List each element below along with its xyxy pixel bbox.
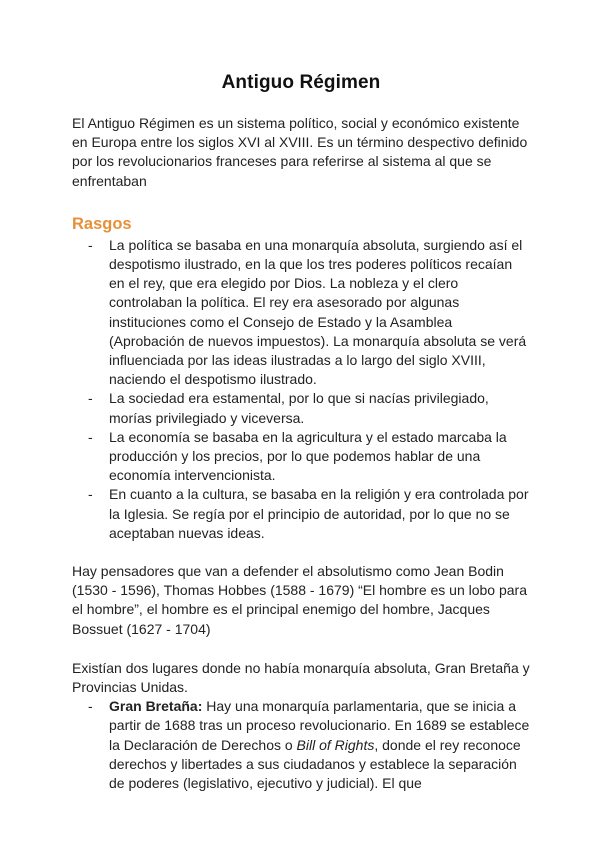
pensadores-paragraph: Hay pensadores que van a defender el absolutismo como Jean Bodin (1530 - 1596), Thomas Hobbes (1588 - 1679) “El hombre es un lobo para el hombre”, el hombre es el principal enemigo del hombre, Jacques Bossuet (1627 - 1704)	[72, 563, 528, 637]
document-page	[72, 72, 530, 793]
dash-bullet-icon: -	[88, 236, 93, 253]
gran-bretana-label: Gran Bretaña:	[109, 698, 203, 715]
list-item-text: La política se basaba en una monarquía absoluta, surgiendo así el despotismo ilustrado, en la que los tres poderes políticos recaían en el rey, que era elegido por Dios. La nobleza y el clero controlaban la política. El rey era asesorado por algunas instituciones como el Consejo de Estado y la Asamblea (Aprobación de nuevos impuestos). La monarquía absoluta se verá influenciada por las ideas ilustradas a lo largo del siglo XVIII, naciendo el despotismo ilustrado.	[109, 236, 527, 388]
bill-of-rights-text: Bill of Rights	[296, 736, 375, 753]
list-item-text: La economía se basaba en la agricultura y el estado marcaba la producción y los precios, por lo que podemos hablar de una economía intervencionista.	[109, 428, 507, 484]
section-heading-rasgos: Rasgos	[72, 214, 132, 233]
rasgos-list	[72, 236, 530, 543]
dash-bullet-icon: -	[88, 428, 93, 445]
page-title: Antiguo Régimen	[221, 72, 381, 93]
dash-bullet-icon: -	[88, 390, 93, 407]
list-item	[88, 236, 530, 390]
list-item	[88, 428, 530, 486]
list-item	[88, 485, 530, 543]
list-item-text: La sociedad era estamental, por lo que si nacías privilegiado, morías privilegiado y viceversa.	[109, 390, 489, 426]
dash-bullet-icon: -	[88, 698, 93, 715]
spacer	[72, 639, 530, 659]
gran-bretana-text-before: Hay una monarquía parlamentaria, que se inicia a partir de 1688 tras un proceso revolucionario. En 1689 se establece la Declaración de Derechos o	[109, 698, 530, 753]
spacer	[72, 543, 530, 562]
gran-bretana-text-after: , donde el rey reconoce derechos y libertades a sus ciudadanos y establece la separación de poderes (legislativo, ejecutivo y judicial). El que	[109, 736, 521, 792]
list-item-text: En cuanto a la cultura, se basaba en la religión y era controlada por la Iglesia. Se regía por el principio de autoridad, por lo que no se aceptaban nuevas ideas.	[109, 486, 529, 541]
lugares-paragraph: Existían dos lugares donde no había monarquía absoluta, Gran Bretaña y Provincias Unidas.	[72, 659, 530, 696]
list-item	[88, 697, 530, 793]
dash-bullet-icon: -	[88, 486, 93, 503]
list-item	[88, 389, 530, 427]
intro-paragraph: El Antiguo Régimen es un sistema político, social y económico existente en Europa entre los siglos XVI al XVIII. Es un término despectivo definido por los revolucionarios franceses para referirse al sistema al que se enfrentaban	[72, 115, 528, 189]
lugares-list	[72, 697, 530, 793]
